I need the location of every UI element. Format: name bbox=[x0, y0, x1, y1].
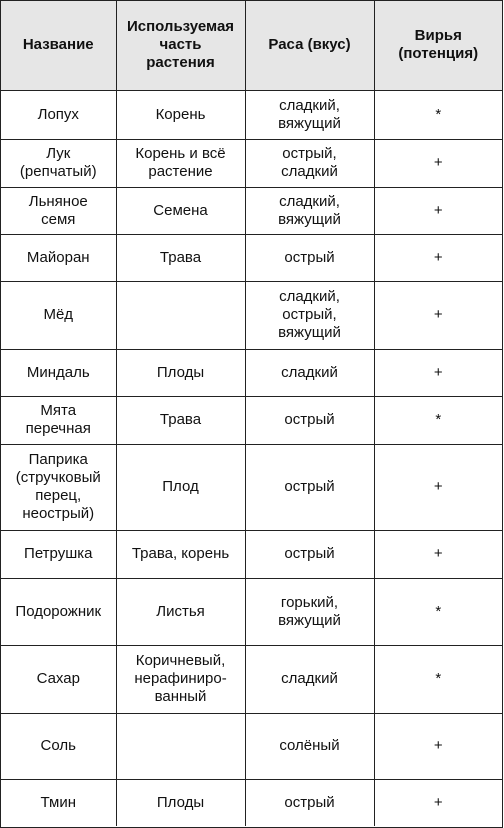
cell-virya: + bbox=[374, 530, 502, 578]
cell-virya: + bbox=[374, 349, 502, 396]
cell-part: Листья bbox=[116, 578, 245, 645]
table-row bbox=[1, 713, 502, 779]
cell-rasa: острый bbox=[245, 234, 374, 281]
cell-rasa: сладкий bbox=[245, 349, 374, 396]
cell-part: Плод bbox=[116, 444, 245, 530]
cell-virya: + bbox=[374, 281, 502, 349]
cell-name: Миндаль bbox=[1, 349, 116, 396]
table-row bbox=[1, 396, 502, 444]
table-row bbox=[1, 444, 502, 530]
cell-name: Петрушка bbox=[1, 530, 116, 578]
cell-virya: + bbox=[374, 713, 502, 779]
cell-name: Лук (репчатый) bbox=[1, 139, 116, 187]
cell-part: Плоды bbox=[116, 349, 245, 396]
cell-name: Сахар bbox=[1, 645, 116, 713]
cell-virya: + bbox=[374, 444, 502, 530]
table-row bbox=[1, 349, 502, 396]
table-row bbox=[1, 578, 502, 645]
table-row bbox=[1, 139, 502, 187]
table-row bbox=[1, 779, 502, 826]
cell-rasa: острый bbox=[245, 444, 374, 530]
cell-virya: + bbox=[374, 139, 502, 187]
cell-rasa: сладкий bbox=[245, 645, 374, 713]
cell-rasa: острый, сладкий bbox=[245, 139, 374, 187]
cell-rasa: солёный bbox=[245, 713, 374, 779]
header-plant-part: Используемая часть растения bbox=[116, 1, 245, 90]
herb-properties-table bbox=[1, 1, 502, 826]
cell-part: Плоды bbox=[116, 779, 245, 826]
cell-name: Паприка (стручковый перец, неострый) bbox=[1, 444, 116, 530]
cell-name: Лопух bbox=[1, 90, 116, 139]
cell-rasa: горький, вяжущий bbox=[245, 578, 374, 645]
cell-name: Мёд bbox=[1, 281, 116, 349]
cell-rasa: острый bbox=[245, 779, 374, 826]
table-row bbox=[1, 645, 502, 713]
cell-rasa: острый bbox=[245, 530, 374, 578]
table-row bbox=[1, 234, 502, 281]
cell-part: Трава bbox=[116, 234, 245, 281]
cell-virya: * bbox=[374, 578, 502, 645]
cell-name: Майоран bbox=[1, 234, 116, 281]
cell-rasa: сладкий, вяжущий bbox=[245, 90, 374, 139]
table-row bbox=[1, 281, 502, 349]
cell-name: Льняное семя bbox=[1, 187, 116, 234]
cell-name: Тмин bbox=[1, 779, 116, 826]
header-virya: Вирья (потенция) bbox=[374, 1, 502, 90]
cell-part: Коричневый, нерафиниро- ванный bbox=[116, 645, 245, 713]
cell-part bbox=[116, 713, 245, 779]
cell-virya: + bbox=[374, 187, 502, 234]
cell-virya: * bbox=[374, 90, 502, 139]
header-row bbox=[1, 1, 502, 90]
cell-part: Семена bbox=[116, 187, 245, 234]
cell-rasa: сладкий, вяжущий bbox=[245, 187, 374, 234]
cell-part bbox=[116, 281, 245, 349]
cell-virya: * bbox=[374, 396, 502, 444]
cell-name: Соль bbox=[1, 713, 116, 779]
cell-virya: + bbox=[374, 234, 502, 281]
cell-virya: * bbox=[374, 645, 502, 713]
cell-name: Мята перечная bbox=[1, 396, 116, 444]
cell-part: Трава bbox=[116, 396, 245, 444]
cell-virya: + bbox=[374, 779, 502, 826]
header-name: Название bbox=[1, 1, 116, 90]
cell-rasa: острый bbox=[245, 396, 374, 444]
header-rasa: Раса (вкус) bbox=[245, 1, 374, 90]
table-row bbox=[1, 187, 502, 234]
cell-name: Подорожник bbox=[1, 578, 116, 645]
cell-part: Корень bbox=[116, 90, 245, 139]
cell-rasa: сладкий, острый, вяжущий bbox=[245, 281, 374, 349]
table-row bbox=[1, 530, 502, 578]
table-row bbox=[1, 90, 502, 139]
cell-part: Корень и всё растение bbox=[116, 139, 245, 187]
cell-part: Трава, корень bbox=[116, 530, 245, 578]
